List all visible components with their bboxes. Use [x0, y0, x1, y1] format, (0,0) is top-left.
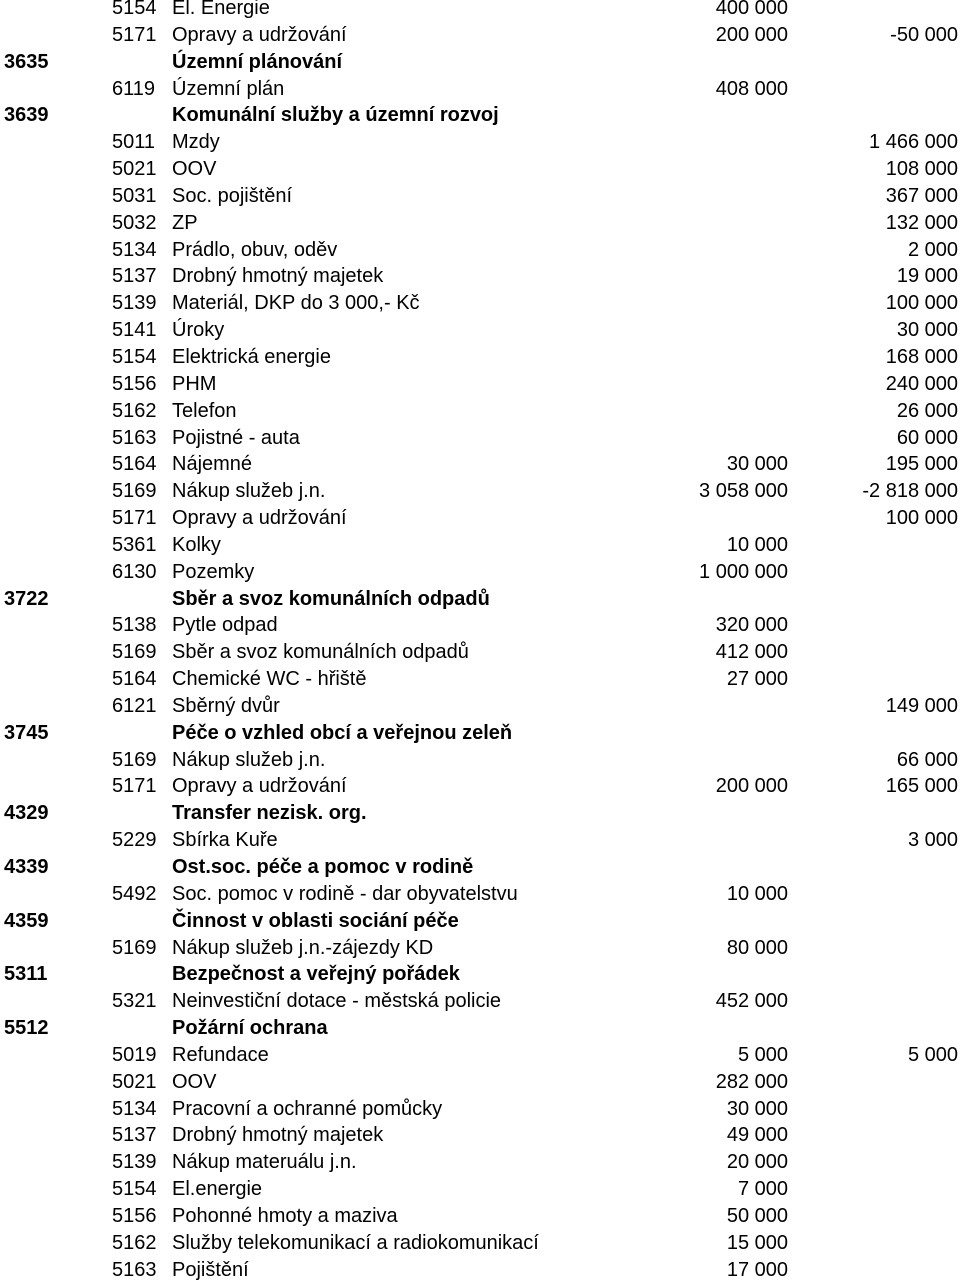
item-code: 6121	[112, 694, 157, 717]
item-code: 5021	[112, 158, 157, 181]
item-row	[0, 881, 960, 908]
item-label: Sbírka Kuře	[172, 829, 278, 852]
section-header-row	[0, 49, 960, 76]
section-header-row	[0, 1015, 960, 1042]
item-row	[0, 988, 960, 1015]
amount-column-2: 60 000	[896, 426, 958, 449]
item-code: 5137	[112, 1124, 157, 1147]
amount-column-2: 19 000	[896, 265, 958, 288]
section-header-row	[0, 908, 960, 935]
item-label: Opravy a udržování	[172, 23, 347, 46]
amount-column-1: 20 000	[726, 1151, 788, 1174]
item-code: 5134	[112, 238, 157, 261]
section-code: 3639	[4, 104, 49, 127]
section-code: 4339	[4, 856, 49, 878]
item-row	[0, 344, 960, 371]
item-label: Materiál, DKP do 3 000,- Kč	[172, 292, 420, 315]
section-title: Činnost v oblasti sociání péče	[172, 909, 459, 932]
item-label: Nákup služeb j.n.	[172, 748, 326, 771]
item-row	[0, 22, 960, 49]
item-code: 5139	[112, 292, 157, 315]
item-label: Drobný hmotný majetek	[172, 265, 384, 288]
item-code: 5154	[112, 1178, 157, 1201]
item-row	[0, 1069, 960, 1096]
section-code: 4359	[4, 909, 49, 932]
section-header-row	[0, 720, 960, 747]
item-code: 5137	[112, 265, 157, 288]
section-title: Komunální služby a územní rozvoj	[172, 104, 499, 127]
item-row	[0, 237, 960, 264]
item-row	[0, 827, 960, 854]
amount-column-1: 412 000	[715, 641, 788, 664]
item-label: Pohonné hmoty a maziva	[172, 1204, 398, 1227]
section-code: 3635	[4, 50, 49, 73]
item-label: Neinvestiční dotace - městská policie	[172, 990, 502, 1013]
item-code: 5164	[112, 668, 157, 691]
item-label: Soc. pomoc v rodině - dar obyvatelstvu	[172, 882, 518, 905]
item-code: 5162	[112, 399, 157, 422]
item-label: Kolky	[172, 533, 221, 556]
item-row	[0, 1257, 960, 1284]
item-row	[0, 1096, 960, 1123]
amount-column-2: 132 000	[885, 211, 958, 234]
item-code: 5229	[112, 829, 157, 852]
item-code: 5361	[112, 533, 157, 556]
amount-column-1: 320 000	[715, 614, 788, 637]
amount-column-2: 1 466 000	[869, 131, 958, 154]
item-code: 5171	[112, 23, 157, 46]
item-row	[0, 666, 960, 693]
item-row	[0, 425, 960, 452]
amount-column-1: 7 000	[737, 1178, 788, 1201]
amount-column-2: 165 000	[885, 775, 958, 798]
item-row	[0, 76, 960, 103]
item-row	[0, 156, 960, 183]
amount-column-1: 80 000	[726, 936, 788, 959]
item-row	[0, 1122, 960, 1149]
section-title: Bezpečnost a veřejný pořádek	[172, 963, 460, 986]
item-label: OOV	[172, 158, 217, 181]
section-title: Požární ochrana	[172, 1017, 328, 1040]
item-row	[0, 263, 960, 290]
amount-column-1: 3 058 000	[699, 480, 788, 503]
item-label: Soc. pojištění	[172, 184, 293, 207]
item-label: ZP	[172, 211, 198, 234]
section-code: 3745	[4, 721, 49, 744]
item-row	[0, 317, 960, 344]
item-code: 5011	[112, 131, 156, 154]
section-title: Územní plánování	[172, 50, 343, 73]
amount-column-1: 408 000	[715, 77, 788, 100]
item-row	[0, 693, 960, 720]
amount-column-1: 282 000	[715, 1070, 788, 1093]
item-label: Úroky	[172, 319, 225, 342]
section-header-row	[0, 961, 960, 988]
item-code: 5169	[112, 480, 157, 503]
section-header-row	[0, 102, 960, 129]
item-row	[0, 1176, 960, 1203]
item-row	[0, 935, 960, 962]
item-row	[0, 1203, 960, 1230]
item-label: Elektrická energie	[172, 345, 331, 368]
amount-column-2: 149 000	[885, 694, 958, 717]
item-label: Prádlo, obuv, oděv	[172, 238, 338, 261]
amount-column-1: 5 000	[737, 1043, 788, 1066]
item-label: Mzdy	[172, 131, 220, 154]
amount-column-1: 200 000	[715, 775, 788, 798]
section-code: 3722	[4, 587, 49, 610]
item-code: 5139	[112, 1151, 157, 1174]
item-row	[0, 747, 960, 774]
item-code: 5171	[112, 507, 157, 530]
item-code: 5169	[112, 748, 157, 771]
item-row	[0, 1149, 960, 1176]
amount-column-2: 100 000	[885, 292, 958, 315]
item-label: Nájemné	[172, 453, 253, 476]
amount-column-2: 367 000	[885, 184, 958, 207]
item-code: 5164	[112, 453, 157, 476]
item-label: Sběrný dvůr	[172, 694, 280, 717]
amount-column-2: 3 000	[907, 829, 958, 852]
section-header-row	[0, 854, 960, 881]
item-row	[0, 451, 960, 478]
item-label: Nákup služeb j.n.-zájezdy KD	[172, 936, 434, 959]
item-row	[0, 398, 960, 425]
item-row	[0, 612, 960, 639]
item-row	[0, 1042, 960, 1069]
item-row	[0, 210, 960, 237]
item-code: 5169	[112, 641, 157, 664]
amount-column-2: 108 000	[885, 158, 958, 181]
item-row	[0, 371, 960, 398]
item-row	[0, 0, 960, 22]
item-code: 5141	[112, 319, 157, 342]
amount-column-2: 66 000	[896, 748, 958, 771]
item-label: Telefon	[172, 399, 237, 422]
item-label: El.energie	[172, 1178, 263, 1201]
item-row	[0, 290, 960, 317]
item-row	[0, 559, 960, 586]
amount-column-1: 49 000	[726, 1124, 788, 1147]
item-row	[0, 1230, 960, 1257]
item-code: 5021	[112, 1070, 157, 1093]
item-row	[0, 505, 960, 532]
item-label: Nákup služeb j.n.	[172, 480, 326, 503]
item-code: 5171	[112, 775, 157, 798]
amount-column-2: -50 000	[890, 23, 958, 46]
item-row	[0, 478, 960, 505]
amount-column-1: 452 000	[715, 990, 788, 1013]
amount-column-1: 1 000 000	[699, 560, 788, 583]
section-title: Transfer nezisk. org.	[172, 802, 367, 825]
amount-column-1: 30 000	[726, 453, 788, 476]
item-code: 5492	[112, 882, 157, 905]
amount-column-1: 30 000	[726, 1097, 788, 1120]
section-code: 4329	[4, 802, 49, 825]
section-title: Péče o vzhled obcí a veřejnou zeleň	[172, 721, 513, 744]
amount-column-1: 15 000	[726, 1231, 788, 1254]
item-code: 6130	[112, 560, 157, 583]
item-label: Pozemky	[172, 560, 255, 583]
item-code: 5156	[112, 372, 157, 395]
amount-column-2: 195 000	[885, 453, 958, 476]
item-label: OOV	[172, 1070, 217, 1093]
amount-column-2: 240 000	[885, 372, 958, 395]
amount-column-1: 17 000	[726, 1258, 788, 1281]
amount-column-2: 168 000	[885, 345, 958, 368]
item-label: Drobný hmotný majetek	[172, 1124, 384, 1147]
item-label: Pojistné - auta	[172, 426, 300, 449]
item-label: Opravy a udržování	[172, 775, 347, 798]
item-code: 5163	[112, 426, 157, 449]
item-label: Sběr a svoz komunálních odpadů	[172, 641, 469, 664]
item-code: 5032	[112, 211, 157, 234]
item-label: Opravy a udržování	[172, 507, 347, 530]
item-label: Územní plán	[172, 77, 285, 100]
item-row	[0, 639, 960, 666]
amount-column-1: 10 000	[726, 882, 788, 905]
amount-column-2: 30 000	[896, 319, 958, 342]
section-code: 5512	[4, 1017, 49, 1040]
item-code: 5321	[112, 990, 157, 1013]
amount-column-1: 400 000	[715, 0, 788, 19]
item-code: 5154	[112, 0, 157, 19]
item-code: 5134	[112, 1097, 157, 1120]
item-code: 5169	[112, 936, 157, 959]
item-code: 5162	[112, 1231, 157, 1254]
item-code: 5154	[112, 345, 157, 368]
item-label: Refundace	[172, 1043, 269, 1066]
item-code: 5031	[112, 184, 157, 207]
item-code: 5138	[112, 614, 157, 637]
item-row	[0, 183, 960, 210]
item-row	[0, 773, 960, 800]
amount-column-2: 5 000	[907, 1043, 958, 1066]
item-row	[0, 532, 960, 559]
item-label: Nákup materuálu j.n.	[172, 1151, 357, 1174]
section-header-row	[0, 586, 960, 613]
item-label: Pytle odpad	[172, 614, 278, 637]
amount-column-1: 10 000	[726, 533, 788, 556]
item-row	[0, 129, 960, 156]
item-label: El. Energie	[172, 0, 270, 19]
item-label: Chemické WC - hřiště	[172, 668, 367, 691]
item-label: PHM	[172, 372, 217, 395]
item-label: Pracovní a ochranné pomůcky	[172, 1097, 443, 1120]
item-label: Služby telekomunikací a radiokomunikací	[172, 1231, 539, 1254]
section-title: Sběr a svoz komunálních odpadů	[172, 587, 490, 610]
item-code: 6119	[112, 77, 156, 100]
section-title: Ost.soc. péče a pomoc v rodině	[172, 856, 474, 878]
amount-column-2: 2 000	[907, 238, 958, 261]
item-label: Pojištění	[172, 1258, 249, 1281]
amount-column-2: -2 818 000	[862, 480, 958, 503]
item-code: 5163	[112, 1258, 157, 1281]
item-code: 5156	[112, 1204, 157, 1227]
item-code: 5019	[112, 1043, 157, 1066]
amount-column-1: 200 000	[715, 23, 788, 46]
section-code: 5311	[4, 963, 48, 986]
section-header-row	[0, 800, 960, 827]
amount-column-2: 100 000	[885, 507, 958, 530]
amount-column-1: 50 000	[726, 1204, 788, 1227]
amount-column-1: 27 000	[726, 668, 788, 691]
amount-column-2: 26 000	[896, 399, 958, 422]
